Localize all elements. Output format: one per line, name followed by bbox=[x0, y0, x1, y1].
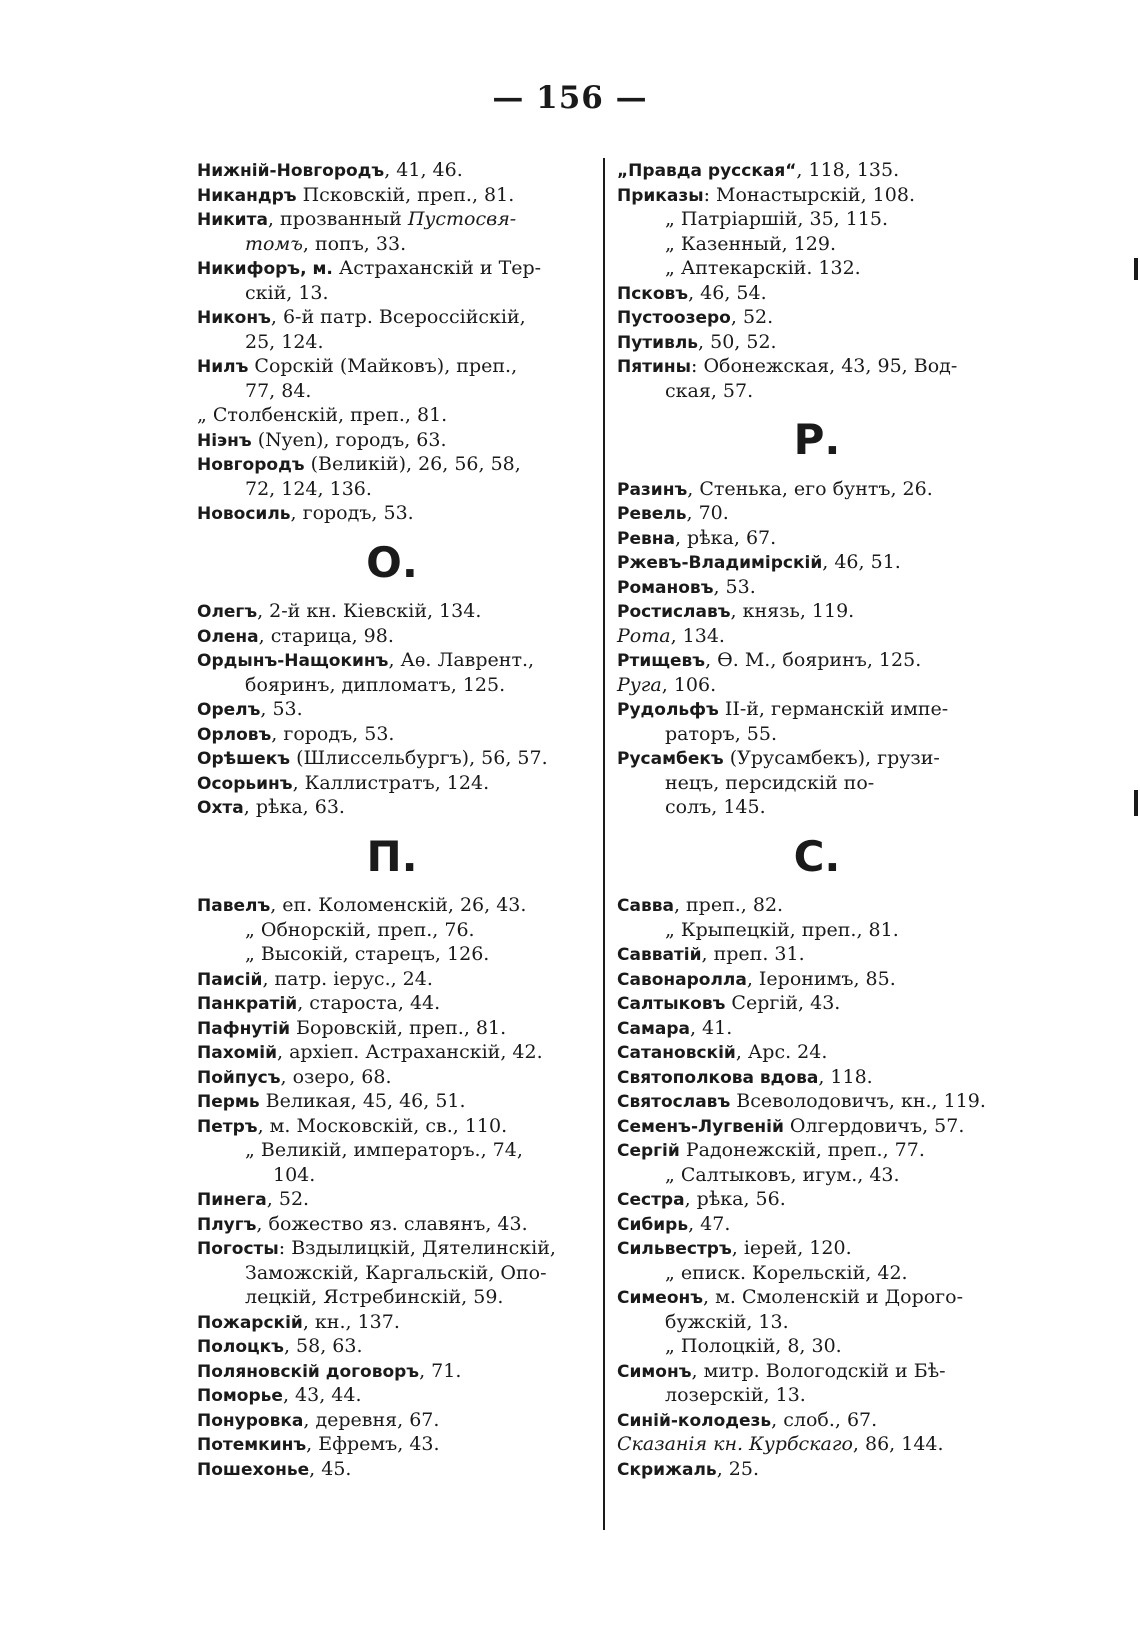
entry-text: , 47. bbox=[688, 1212, 731, 1235]
index-entry-line bbox=[617, 1089, 1017, 1114]
entry-text: , деревня, 67. bbox=[303, 1408, 440, 1431]
entry-italic-text: Рота bbox=[617, 624, 671, 647]
index-entry-continuation bbox=[197, 918, 587, 943]
index-entry-continuation bbox=[617, 379, 1017, 404]
entry-text: лецкій, Ястребинскій, 59. bbox=[245, 1286, 504, 1308]
index-entry-line bbox=[197, 1359, 587, 1384]
index-entry-continuation bbox=[617, 256, 1017, 281]
entry-text: „ Казенный, 129. bbox=[665, 232, 837, 255]
index-entry-line bbox=[197, 158, 587, 183]
section-letter-heading: С. bbox=[793, 831, 841, 881]
index-entry-line bbox=[197, 256, 587, 281]
entry-text: , 2-й кн. Кіевскій, 134. bbox=[257, 600, 482, 622]
index-entry-line bbox=[197, 893, 587, 918]
index-entry-line bbox=[617, 1187, 1017, 1212]
entry-headword: Охта bbox=[197, 798, 244, 818]
section-letter-heading: О. bbox=[366, 537, 418, 587]
index-entry-line bbox=[617, 305, 1017, 330]
index-entry-continuation bbox=[197, 330, 587, 355]
entry-headword: Потемкинъ bbox=[197, 1435, 307, 1455]
entry-text: (Шлиссельбургъ), 56, 57. bbox=[290, 747, 548, 769]
entry-headword: Разинъ bbox=[617, 479, 688, 500]
entry-headword: Орловъ bbox=[197, 724, 272, 745]
entry-text: , еп. Коломенскій, 26, 43. bbox=[270, 894, 527, 916]
entry-headword: Синій-колодезь bbox=[617, 1410, 772, 1431]
index-entry-line bbox=[197, 305, 587, 330]
section-letter-heading: П. bbox=[366, 831, 418, 881]
index-entry-line bbox=[617, 501, 1017, 526]
index-entry-line bbox=[197, 1334, 587, 1359]
entry-text: 72, 124, 136. bbox=[245, 477, 372, 500]
index-entry-line bbox=[617, 477, 1017, 502]
index-entry-line bbox=[197, 403, 587, 428]
entry-headword: Савонаролла bbox=[617, 969, 747, 990]
index-entry-line bbox=[617, 648, 1017, 673]
index-entry-line bbox=[617, 893, 1017, 918]
entry-text: , Ефремъ, 43. bbox=[306, 1433, 440, 1455]
index-entry-continuation bbox=[617, 1310, 1017, 1335]
entry-text: „ Полоцкій, 8, 30. bbox=[665, 1335, 842, 1357]
index-entry-line bbox=[197, 967, 587, 992]
entry-text: бояринъ, дипломатъ, 125. bbox=[245, 673, 506, 696]
index-entry-continuation bbox=[617, 232, 1017, 257]
index-entry-line bbox=[617, 526, 1017, 551]
entry-headword: Приказы bbox=[617, 185, 704, 206]
entry-headword: Пошехонье bbox=[197, 1459, 310, 1480]
entry-headword: Ревна bbox=[617, 528, 675, 549]
index-entry-line bbox=[617, 746, 1017, 771]
page-number: — 156 — bbox=[492, 80, 648, 116]
index-entry-continuation bbox=[617, 918, 1017, 943]
entry-text: , городъ, 53. bbox=[290, 502, 414, 524]
entry-text: : Монастырскій, 108. bbox=[703, 183, 915, 206]
index-entry-line bbox=[197, 452, 587, 477]
entry-text: , 71. bbox=[419, 1359, 462, 1382]
entry-text: , 53. bbox=[713, 575, 756, 598]
entry-text: бужскій, 13. bbox=[665, 1310, 789, 1333]
index-entry-line bbox=[617, 967, 1017, 992]
entry-text: „ Столбенскій, преп., 81. bbox=[197, 404, 448, 426]
entry-headword: Нилъ bbox=[197, 357, 249, 377]
entry-headword: Пермь bbox=[197, 1092, 260, 1112]
index-entry-line bbox=[617, 183, 1017, 208]
entry-headword: Орелъ bbox=[197, 700, 261, 720]
entry-headword: Святославъ bbox=[617, 1092, 731, 1112]
index-entry-continuation bbox=[197, 477, 587, 502]
index-entry-line bbox=[617, 1212, 1017, 1237]
entry-text: (Великій), 26, 56, 58, bbox=[304, 453, 521, 475]
entry-headword: Новосиль bbox=[197, 504, 291, 524]
index-entry-line bbox=[617, 1285, 1017, 1310]
entry-headword: Поморье bbox=[197, 1386, 283, 1406]
entry-text: „ еписк. Корельскій, 42. bbox=[665, 1261, 908, 1284]
index-entry-continuation bbox=[197, 1163, 587, 1188]
entry-headword: Русамбекъ bbox=[617, 749, 724, 769]
entry-headword: Симеонъ bbox=[617, 1288, 704, 1308]
entry-headword: Полоцкъ bbox=[197, 1337, 284, 1357]
index-entry-line bbox=[197, 1236, 587, 1261]
entry-headword: Ревель bbox=[617, 504, 687, 524]
entry-headword: Ніэнъ bbox=[197, 430, 252, 451]
entry-text: нецъ, персидскій по- bbox=[665, 771, 875, 794]
entry-text: Сорскій (Майковъ), преп., bbox=[248, 355, 518, 377]
entry-italic-text: Сказанія кн. Курбскаго bbox=[617, 1433, 853, 1455]
entry-text: , 46, 54. bbox=[688, 281, 767, 304]
entry-headword: Сестра bbox=[617, 1190, 685, 1210]
index-column-left bbox=[197, 158, 587, 1481]
entry-text: , преп. 31. bbox=[701, 943, 805, 965]
entry-text: „ Салтыковъ, игум., 43. bbox=[665, 1163, 900, 1186]
entry-text: , митр. Вологодскій и Бѣ- bbox=[691, 1359, 946, 1382]
entry-text: , рѣка, 63. bbox=[243, 796, 345, 818]
entry-text: , м. Смоленскій и Дорого- bbox=[703, 1286, 963, 1308]
index-entry-line bbox=[617, 158, 1017, 183]
index-entry-line bbox=[617, 942, 1017, 967]
entry-text: , іерей, 120. bbox=[731, 1237, 852, 1259]
index-column-right bbox=[617, 158, 1017, 1481]
entry-text: , 70. bbox=[686, 502, 729, 524]
entry-text: , слоб., 67. bbox=[771, 1408, 878, 1431]
entry-headword: Нижній-Новгородъ bbox=[197, 161, 385, 181]
entry-text: „ Крыпецкій, преп., 81. bbox=[665, 918, 899, 941]
scan-margin-mark bbox=[1134, 258, 1138, 280]
entry-text: , городъ, 53. bbox=[271, 722, 395, 745]
index-entry-line bbox=[617, 1457, 1017, 1482]
entry-text: (Урусамбекъ), грузи- bbox=[723, 747, 940, 769]
index-entry-line bbox=[197, 207, 587, 232]
entry-headword: Плугъ bbox=[197, 1214, 257, 1235]
index-entry-continuation bbox=[617, 1383, 1017, 1408]
entry-text: „ Патріаршій, 35, 115. bbox=[665, 208, 889, 230]
entry-text: , Стенька, его бунтъ, 26. bbox=[687, 477, 933, 500]
entry-text: , 45. bbox=[309, 1457, 352, 1480]
entry-text: Заможскій, Каргальскій, Опо- bbox=[245, 1261, 547, 1284]
index-entry-line bbox=[197, 1016, 587, 1041]
entry-headword: Новгородъ bbox=[197, 455, 305, 475]
entry-headword: Сергій bbox=[617, 1141, 680, 1161]
entry-text: „ Великій, императоръ., 74, bbox=[245, 1139, 523, 1161]
index-entry-continuation bbox=[617, 795, 1017, 820]
index-entry-continuation bbox=[617, 771, 1017, 796]
index-entry-line bbox=[197, 1383, 587, 1408]
entry-text: 104. bbox=[273, 1163, 316, 1186]
entry-headword: Путивль bbox=[617, 332, 699, 353]
entry-headword: Салтыковъ bbox=[617, 994, 726, 1014]
entry-text: , Іеронимъ, 85. bbox=[746, 967, 896, 990]
entry-italic-text: Руга bbox=[617, 673, 662, 696]
entry-text: , 106. bbox=[661, 673, 717, 696]
entry-text: солъ, 145. bbox=[665, 796, 766, 818]
entry-headword: Олегъ bbox=[197, 602, 258, 622]
entry-headword: Пафнутій bbox=[197, 1018, 290, 1039]
index-entry-line bbox=[617, 1408, 1017, 1433]
index-entry-line bbox=[617, 330, 1017, 355]
entry-text: (Nyen), городъ, 63. bbox=[251, 428, 447, 451]
index-entry-line bbox=[617, 1065, 1017, 1090]
index-entry-line bbox=[617, 697, 1017, 722]
index-entry-line bbox=[617, 281, 1017, 306]
entry-text: : Вздылицкій, Дятелинскій, bbox=[278, 1237, 556, 1259]
entry-headword: Романовъ bbox=[617, 577, 714, 598]
entry-headword: Ростиславъ bbox=[617, 602, 731, 622]
index-entry-continuation bbox=[197, 281, 587, 306]
section-letter-heading: Р. bbox=[793, 415, 841, 464]
entry-text: , 25. bbox=[716, 1457, 759, 1480]
entry-text: , князь, 119. bbox=[730, 600, 855, 622]
entry-text: лозерскій, 13. bbox=[665, 1384, 806, 1406]
entry-headword: Самара bbox=[617, 1018, 690, 1039]
entry-text: , 41, 46. bbox=[384, 159, 463, 181]
index-entry-line bbox=[197, 722, 587, 747]
index-entry-line bbox=[617, 1432, 1017, 1457]
index-entry-line bbox=[197, 354, 587, 379]
entry-text: 25, 124. bbox=[245, 330, 324, 353]
entry-headword: Понуровка bbox=[197, 1410, 304, 1431]
index-entry-line bbox=[197, 1457, 587, 1482]
entry-headword: Савва bbox=[617, 896, 674, 916]
index-entry-line bbox=[197, 1065, 587, 1090]
entry-text: , кн., 137. bbox=[302, 1310, 400, 1333]
entry-headword: Пятины bbox=[617, 357, 692, 377]
entry-text: Сергій, 43. bbox=[725, 992, 841, 1014]
entry-text: , 58, 63. bbox=[283, 1335, 363, 1357]
index-entry-line bbox=[197, 1040, 587, 1065]
index-entry-continuation bbox=[617, 1261, 1017, 1286]
index-entry-line bbox=[197, 1187, 587, 1212]
entry-headword: Ртищевъ bbox=[617, 651, 706, 671]
entry-text: ская, 57. bbox=[665, 379, 754, 402]
index-entry-line bbox=[617, 1016, 1017, 1041]
index-entry-line bbox=[197, 1310, 587, 1335]
index-entry-line bbox=[197, 697, 587, 722]
entry-headword: Поляновскій договоръ bbox=[197, 1361, 420, 1382]
entry-headword: Никандръ bbox=[197, 185, 297, 206]
index-entry-line bbox=[617, 624, 1017, 649]
entry-text: , 134. bbox=[670, 624, 725, 647]
entry-headword: Павелъ bbox=[197, 896, 271, 916]
entry-text: , 52. bbox=[266, 1188, 310, 1210]
entry-text: , староста, 44. bbox=[297, 992, 441, 1014]
entry-text: Радонежскій, преп., 77. bbox=[679, 1139, 925, 1161]
entry-text: , рѣка, 67. bbox=[674, 526, 777, 549]
index-entry-line bbox=[197, 746, 587, 771]
entry-headword: Ордынъ-Нащокинъ bbox=[197, 651, 389, 671]
index-entry-continuation bbox=[197, 232, 587, 257]
index-entry-continuation bbox=[197, 1261, 587, 1286]
entry-headword: Сатановскій bbox=[617, 1043, 736, 1063]
entry-text: , Каллистратъ, 124. bbox=[292, 771, 490, 794]
index-entry-line bbox=[197, 1114, 587, 1139]
index-entry-continuation bbox=[617, 1163, 1017, 1188]
index-entry-line bbox=[197, 501, 587, 526]
index-entry-line bbox=[197, 1089, 587, 1114]
column-divider bbox=[603, 158, 605, 1530]
entry-headword: Пахомій bbox=[197, 1043, 277, 1063]
entry-text: , озеро, 68. bbox=[280, 1065, 392, 1088]
entry-headword: Сибирь bbox=[617, 1214, 689, 1235]
index-entry-line bbox=[197, 1212, 587, 1237]
entry-text: , 6-й патр. Всероссійскій, bbox=[270, 306, 526, 328]
entry-text: , 43, 44. bbox=[282, 1384, 362, 1406]
index-entry-line bbox=[617, 1138, 1017, 1163]
entry-text: „ Аптекарскій. 132. bbox=[665, 257, 861, 279]
index-entry-line bbox=[617, 1359, 1017, 1384]
entry-headword: Пустоозеро bbox=[617, 308, 731, 328]
entry-text: , архіеп. Астраханскій, 42. bbox=[276, 1041, 543, 1063]
entry-headword: Святополкова вдова bbox=[617, 1067, 819, 1088]
index-entry-line bbox=[617, 673, 1017, 698]
entry-text: , 46, 51. bbox=[822, 551, 901, 573]
entry-headword: Панкратій bbox=[197, 994, 298, 1014]
index-entry-line bbox=[197, 648, 587, 673]
index-entry-line bbox=[617, 599, 1017, 624]
entry-text: , старица, 98. bbox=[258, 624, 394, 647]
index-entry-continuation bbox=[617, 207, 1017, 232]
index-entry-line bbox=[197, 1432, 587, 1457]
entry-text: „ Обнорскій, преп., 76. bbox=[245, 918, 475, 941]
entry-headword: Петръ bbox=[197, 1116, 258, 1137]
entry-text: , 50, 52. bbox=[698, 330, 777, 353]
index-entry-line bbox=[197, 795, 587, 820]
index-entry-line bbox=[617, 1114, 1017, 1139]
index-entry-line bbox=[197, 991, 587, 1016]
index-entry-line bbox=[197, 183, 587, 208]
entry-text: , 118. bbox=[818, 1065, 873, 1088]
entry-headword: Семенъ-Лугвеній bbox=[617, 1116, 784, 1137]
entry-text: , м. Московскій, св., 110. bbox=[257, 1114, 508, 1137]
entry-text: Псковскій, преп., 81. bbox=[296, 183, 515, 206]
entry-headword: Скрижаль bbox=[617, 1459, 717, 1480]
entry-headword: „Правда русская“ bbox=[617, 161, 797, 181]
entry-headword: Паисій bbox=[197, 969, 263, 990]
entry-italic-text: Пустосвя- bbox=[407, 208, 517, 230]
entry-text: , преп., 82. bbox=[673, 894, 784, 916]
index-entry-line bbox=[617, 991, 1017, 1016]
index-entry-line bbox=[197, 771, 587, 796]
index-entry-line bbox=[197, 624, 587, 649]
entry-text: , рѣка, 56. bbox=[684, 1188, 786, 1210]
index-entry-continuation bbox=[617, 722, 1017, 747]
entry-headword: Никифоръ, м. bbox=[197, 259, 333, 279]
entry-headword: Никонъ bbox=[197, 308, 271, 328]
entry-headword: Орѣшекъ bbox=[197, 749, 291, 769]
index-entry-continuation bbox=[197, 942, 587, 967]
index-entry-continuation bbox=[197, 673, 587, 698]
index-entry-continuation bbox=[197, 379, 587, 404]
index-entry-line bbox=[617, 1040, 1017, 1065]
entry-text: , Ѳ. М., бояринъ, 125. bbox=[705, 649, 922, 671]
index-entry-line bbox=[617, 550, 1017, 575]
entry-headword: Олена bbox=[197, 626, 259, 647]
entry-headword: Сильвестръ bbox=[617, 1239, 732, 1259]
entry-text: , божество яз. славянъ, 43. bbox=[256, 1212, 528, 1235]
entry-text: , 118, 135. bbox=[796, 159, 900, 181]
entry-text: раторъ, 55. bbox=[665, 722, 777, 745]
entry-text: Астраханскій и Тер- bbox=[332, 257, 542, 279]
entry-text: „ Высокій, старецъ, 126. bbox=[245, 943, 490, 965]
index-entry-line bbox=[617, 1236, 1017, 1261]
entry-headword: Никита bbox=[197, 210, 268, 230]
index-entry-line bbox=[617, 575, 1017, 600]
entry-headword: Псковъ bbox=[617, 283, 689, 304]
entry-text: , Аѳ. Лаврент., bbox=[388, 649, 535, 671]
index-entry-line bbox=[617, 354, 1017, 379]
entry-headword: Ржевъ-Владимірскій bbox=[617, 553, 823, 573]
index-entry-line bbox=[197, 428, 587, 453]
entry-text: , прозванный bbox=[267, 208, 408, 230]
entry-text: , 41. bbox=[689, 1016, 733, 1039]
index-entry-line bbox=[197, 1408, 587, 1433]
entry-headword: Пожарскій bbox=[197, 1312, 303, 1333]
entry-headword: Пойпусъ bbox=[197, 1067, 281, 1088]
entry-headword: Симонъ bbox=[617, 1361, 692, 1382]
entry-headword: Рудольфъ bbox=[617, 700, 719, 720]
entry-text: , 53. bbox=[260, 698, 303, 720]
entry-text: , Арс. 24. bbox=[735, 1041, 828, 1063]
entry-text: , попъ, 33. bbox=[302, 232, 407, 255]
entry-text: , 86, 144. bbox=[852, 1433, 944, 1455]
entry-text: II-й, германскій импе- bbox=[718, 698, 949, 720]
index-entry-continuation bbox=[197, 1285, 587, 1310]
entry-italic-text: томъ bbox=[245, 232, 303, 255]
index-entry-continuation bbox=[617, 1334, 1017, 1359]
entry-text: Олгердовичъ, 57. bbox=[783, 1114, 965, 1137]
entry-text: Боровскій, преп., 81. bbox=[290, 1016, 507, 1039]
entry-headword: Осорьинъ bbox=[197, 773, 293, 794]
entry-text: , 52. bbox=[730, 306, 774, 328]
entry-text: : Обонежская, 43, 95, Вод- bbox=[691, 355, 958, 377]
entry-text: Великая, 45, 46, 51. bbox=[259, 1090, 466, 1112]
entry-text: , патр. іерус., 24. bbox=[262, 967, 433, 990]
entry-headword: Пинега bbox=[197, 1190, 267, 1210]
index-entry-line bbox=[197, 599, 587, 624]
entry-text: 77, 84. bbox=[245, 379, 312, 402]
index-entry-continuation bbox=[197, 1138, 587, 1163]
entry-text: Всеволодовичъ, кн., 119. bbox=[730, 1090, 986, 1112]
entry-headword: Савватій bbox=[617, 945, 702, 965]
scan-margin-mark bbox=[1134, 790, 1138, 816]
entry-headword: Погосты bbox=[197, 1239, 279, 1259]
entry-text: скій, 13. bbox=[245, 281, 329, 304]
